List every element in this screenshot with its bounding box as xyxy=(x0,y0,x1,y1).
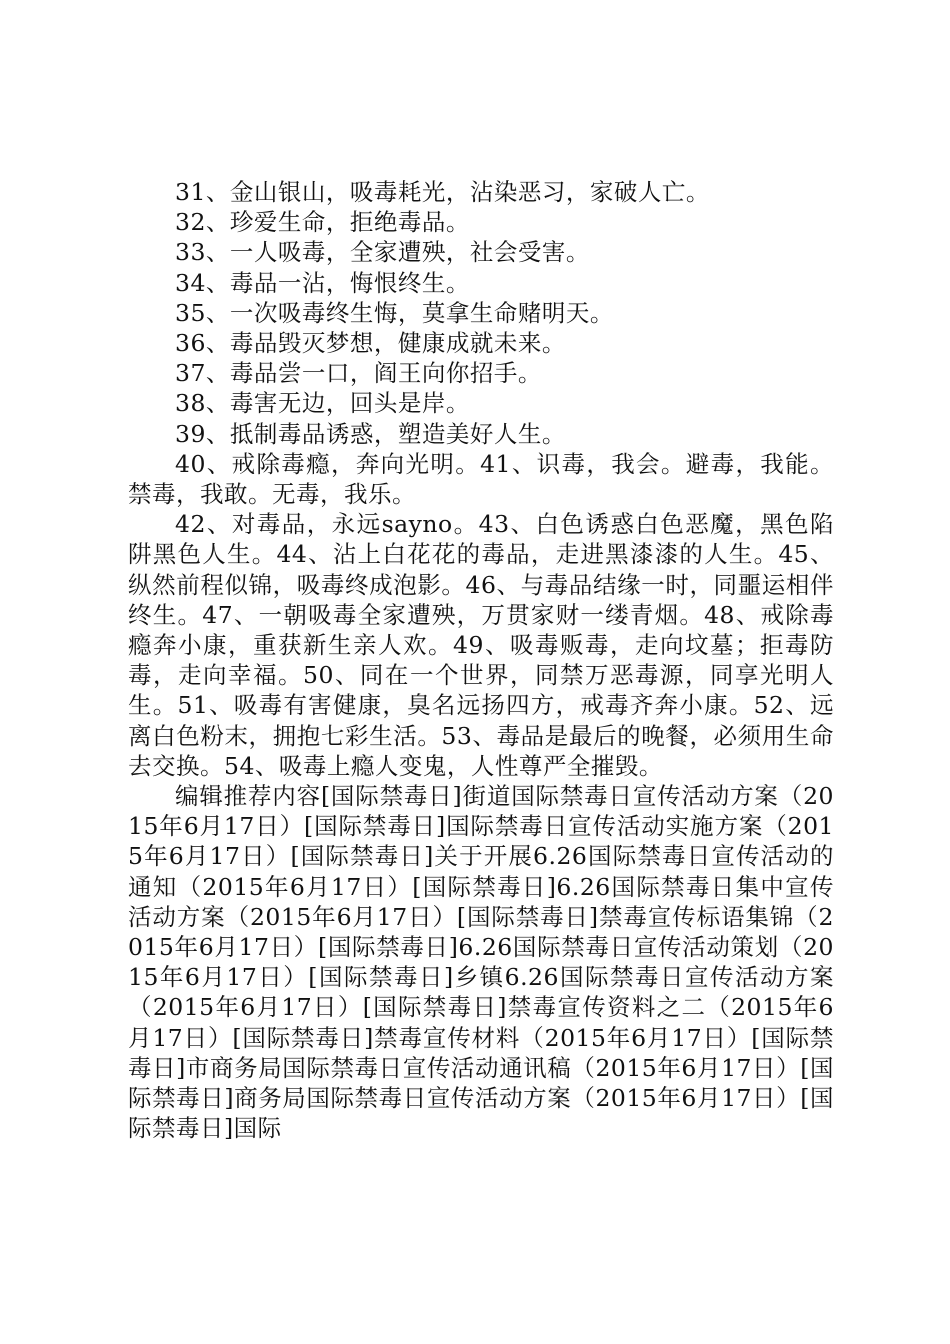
paragraph-33: 33、一人吸毒，全家遭殃，社会受害。 xyxy=(175,238,590,267)
document-body xyxy=(128,177,834,1144)
paragraph-40-41: 40、戒除毒瘾，奔向光明。41、识毒，我会。避毒，我能。禁毒，我敢。无毒，我乐。 xyxy=(128,449,834,509)
paragraph-35: 35、一次吸毒终生悔，莫拿生命赌明天。 xyxy=(175,298,614,327)
paragraph-39: 39、抵制毒品诱惑，塑造美好人生。 xyxy=(175,419,566,448)
paragraph-42-54: 42、对毒品，永远sayno。43、白色诱惑白色恶魔，黑色陷阱黑色人生。44、沾上白花花的毒品，走进黑漆漆的人生。45、纵然前程似锦，吸毒终成泡影。46、与毒品结缘一时，同噩运相伴终生。47、一朝吸毒全家遭殃，万贯家财一缕青烟。48、戒除毒瘾奔小康，重获新生亲人欢。49、吸毒贩毒，走向坟墓；拒毒防毒，走向幸福。50、同在一个世界，同禁万恶毒源，同享光明人生。51、吸毒有害健康，臭名远扬四方，戒毒齐奔小康。52、远离白色粉末，拥抱七彩生活。53、毒品是最后的晚餐，必须用生命去交换。54、吸毒上瘾人变鬼，人性尊严全摧毁。 xyxy=(128,510,834,780)
paragraph-38: 38、毒害无边，回头是岸。 xyxy=(175,389,470,418)
paragraph-31: 31、金山银山，吸毒耗光，沾染恶习，家破人亡。 xyxy=(175,178,710,206)
paragraph-32: 32、珍爱生命，拒绝毒品。 xyxy=(175,208,470,237)
paragraph-37: 37、毒品尝一口，阎王向你招手。 xyxy=(175,359,542,388)
paragraph-36: 36、毒品毁灭梦想，健康成就未来。 xyxy=(175,329,566,358)
editor-recommended-content: 编辑推荐内容[国际禁毒日]街道国际禁毒日宣传活动方案（2015年6月17日）[国际禁毒日]国际禁毒日宣传活动实施方案（2015年6月17日）[国际禁毒日]关于开展6.26国际禁毒日宣传活动的通知（2015年6月17日）[国际禁毒日]6.26国际禁毒日集中宣传活动方案（2015年6月17日）[国际禁毒日]禁毒宣传标语集锦（2015年6月17日）[国际禁毒日]6.26国际禁毒日宣传活动策划（2015年6月17日）[国际禁毒日]乡镇6.26国际禁毒日宣传活动方案（2015年6月17日）[国际禁毒日]禁毒宣传资料之二（2015年6月17日）[国际禁毒日]禁毒宣传材料（2015年6月17日）[国际禁毒日]市商务局国际禁毒日宣传活动通讯稿（2015年6月17日）[国际禁毒日]商务局国际禁毒日宣传活动方案（2015年6月17日）[国际禁毒日]国际 xyxy=(128,782,834,1143)
paragraph-34: 34、毒品一沾，悔恨终生。 xyxy=(175,268,470,297)
